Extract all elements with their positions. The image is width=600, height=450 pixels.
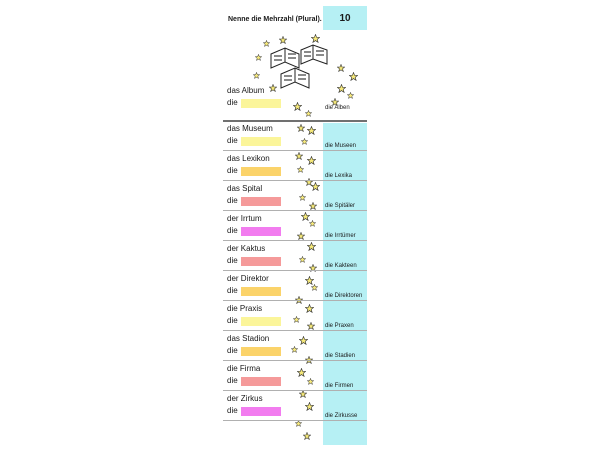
star-icon [297,368,306,377]
row-separator [223,300,367,301]
answer-blank[interactable] [241,317,281,326]
star-icon [299,336,308,345]
star-icon [337,64,345,72]
row-separator [223,420,367,421]
plural-article: die [227,98,238,107]
plural-answer: die Praxen [325,323,354,329]
row-separator [223,270,367,271]
plural-answer: die Spitäler [325,203,356,209]
star-icon [337,84,346,93]
plural-article: die [227,196,238,205]
star-icon [269,84,277,92]
plural-article: die [227,406,238,415]
singular-noun: der Kaktus [227,244,266,253]
answer-blank[interactable] [241,167,281,176]
star-icon [297,124,305,132]
star-icon [305,110,312,117]
row-separator [223,180,367,181]
star-icon [297,232,305,240]
star-icon [311,182,320,191]
plural-article: die [227,346,238,355]
star-icon [307,378,314,385]
singular-noun: das Stadion [227,334,270,343]
row-separator [223,360,367,361]
card-number-badge: 10 [323,6,367,30]
star-icon [263,40,270,47]
star-icon [305,402,314,411]
star-icon [279,36,287,44]
singular-noun: das Spital [227,184,263,193]
singular-noun: das Album [227,86,265,95]
singular-noun: der Zirkus [227,394,263,403]
star-icon [291,346,298,353]
answer-blank[interactable] [241,227,281,236]
star-icon [301,138,308,145]
plural-article: die [227,376,238,385]
row-separator [223,210,367,211]
plural-answer: die Firmen [325,383,354,389]
star-icon [253,72,260,79]
star-icon [293,102,302,111]
row-separator [223,240,367,241]
star-icon [349,72,358,81]
plural-answer: die Direktoren [325,293,363,299]
star-icon [309,202,317,210]
plural-answer: die Irrtümer [325,233,356,239]
star-icon [311,34,320,43]
star-icon [303,432,311,440]
worksheet-card [219,6,369,445]
star-icon [307,242,316,251]
row-separator [223,330,367,331]
plural-answer: die Museen [325,143,357,149]
plural-article: die [227,136,238,145]
singular-noun: die Firma [227,364,261,373]
answer-blank[interactable] [241,99,281,108]
star-icon [295,420,302,427]
instruction-title: Nenne die Mehrzahl (Plural). [228,16,322,23]
plural-answer: die Kakteen [325,263,357,269]
star-icon [299,390,307,398]
star-icon [299,194,306,201]
answer-blank[interactable] [241,257,281,266]
singular-noun: das Lexikon [227,154,270,163]
answer-blank[interactable] [241,287,281,296]
answer-column [323,123,367,445]
plural-answer: die Zirkusse [325,413,358,419]
singular-noun: die Praxis [227,304,263,313]
plural-article: die [227,226,238,235]
answer-blank[interactable] [241,197,281,206]
plural-article: die [227,166,238,175]
row-separator [223,150,367,151]
plural-article: die [227,286,238,295]
answer-blank[interactable] [241,407,281,416]
row-separator [223,390,367,391]
star-icon [305,304,314,313]
answer-blank[interactable] [241,377,281,386]
plural-article: die [227,316,238,325]
row-separator [223,120,367,122]
star-icon [299,256,306,263]
singular-noun: das Museum [227,124,273,133]
star-icon [307,322,315,330]
star-icon [311,284,318,291]
answer-blank[interactable] [241,347,281,356]
star-icon [293,316,300,323]
singular-noun: der Direktor [227,274,269,283]
plural-answer: die Alben [325,105,350,111]
star-icon [307,126,316,135]
star-icon [297,166,304,173]
star-icon [309,220,316,227]
star-icon [255,54,262,61]
star-icon [307,156,316,165]
plural-article: die [227,256,238,265]
answer-blank[interactable] [241,137,281,146]
star-icon [347,92,354,99]
star-icon [295,152,303,160]
plural-answer: die Lexika [325,173,353,179]
singular-noun: der Irrtum [227,214,262,223]
plural-answer: die Stadien [325,353,356,359]
